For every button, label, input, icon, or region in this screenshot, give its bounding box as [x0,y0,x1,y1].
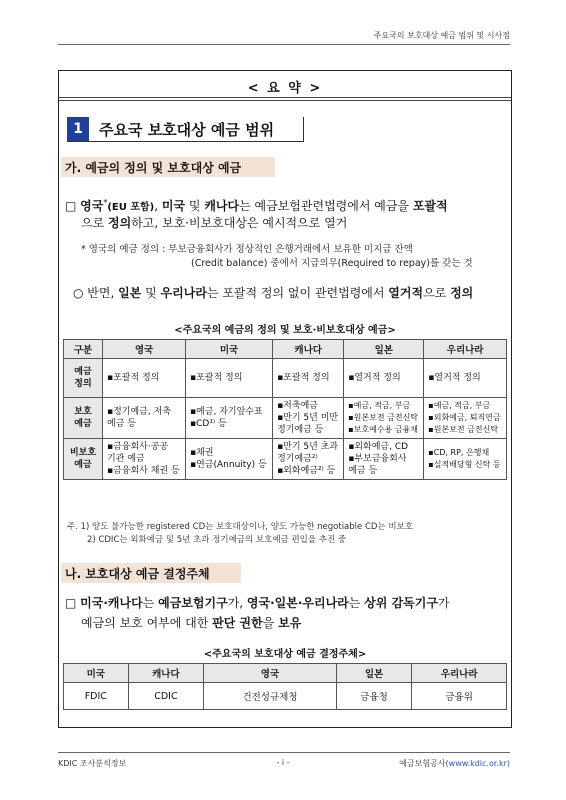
table-2 [63,663,507,710]
header-divider [58,44,510,45]
text-definition: 정의 [108,216,132,230]
paragraph-3-line-1 [65,593,450,613]
note-1-line-1: * 영국의 예금 정의 : 부보금융회사가 정상적인 은행거래에서 보유한 미지급 잔액 [81,244,413,255]
footnote-line-1: 주. 1) 양도 불가능한 registered CD는 보호대상이나, 양도 가능한 negotiable CD는 비보호 [67,522,413,532]
checkbox-mark: □ [65,596,77,610]
text-eu: (EU 포함) [107,202,155,213]
t-g: 으로 [423,286,451,300]
text-body: 는 예금보험관련법령에서 예금을 [239,199,413,213]
table-cell: ▪정기예금, 저축 예금 등 [103,398,186,439]
text-c: 하고, 보호·비보호대상은 예시적으로 열거 [131,216,348,230]
table-cell: ▪외화예금, CD ▪부보금융회사 예금 등 [344,439,424,480]
table-cell: ▪열거적 정의 [424,359,507,398]
checkbox-mark: □ [65,199,77,213]
t-f: 는 [348,596,365,610]
t-def: 정의 [450,286,474,300]
footer-org: 예금보험공사 [399,759,446,768]
table-row [64,439,507,480]
table-header-cell: 영국 [204,664,337,683]
uk-sup: * [103,198,108,207]
table-cell: 건전성규제청 [204,683,337,710]
table-1-header-row [64,340,507,359]
table-cell: ▪CD, RP, 은행채 ▪실적배당형 신탁 등 [424,439,507,480]
t-a: 반면, [83,286,119,300]
t-l2a: 예금의 보호 여부에 대한 [81,616,213,630]
table-cell: ▪만기 5년 초과 정기예금²⁾ ▪외화예금²⁾ 등 [273,439,344,480]
text-us: 미국 [161,199,186,213]
t-uk-japan-korea: 영국·일본·우리나라 [246,596,349,610]
t-us-canada: 미국·캐나다 [80,596,143,610]
summary-box [58,70,512,728]
text-canada: 캐나다 [204,199,240,213]
footer-left: KDIC 조사분석정보 [58,759,127,768]
summary-title: < 요 약 > [247,81,323,96]
t-japan: 일본 [118,286,142,300]
t-korea: 우리나라 [160,286,207,300]
section-1-number: 1 [67,117,89,141]
table-row [64,683,507,710]
table-row [64,398,507,439]
paragraph-3-line-2 [81,613,301,633]
comma: , [154,199,162,213]
table-header-cell: 일본 [336,664,412,683]
table-cell: ▪저축예금 ▪만기 5년 미만 정기예금 등 [273,398,344,439]
footnote-line-2: 2) CDIC는 외화예금 및 5년 초과 정기예금의 보호예금 편입을 추진 중 [87,535,347,545]
footer-page-number: - i - [276,758,290,767]
t-deposit-insurer: 예금보험기구 [158,596,228,610]
table-header-cell: 영국 [103,340,186,359]
t-b: 는 [142,596,159,610]
footer-right [399,758,510,769]
table-row [64,359,507,398]
table-cell: ▪예금, 자기앞수표 ▪CD¹⁾ 등 [186,398,273,439]
table-cell: ▪포괄적 정의 [186,359,273,398]
section-1-heading [67,117,304,142]
t-enumerative: 열거적 [388,286,424,300]
table-header-cell: 일본 [344,340,424,359]
footer-url-link[interactable]: (www.kdic.or.kr) [445,759,510,768]
table-2-caption: <주요국의 보호대상 예금 결정주체> [203,649,367,660]
table-cell: ▪열거적 정의 [344,359,424,398]
text-a: 으로 [81,216,108,230]
table-header-cell: 미국 [64,664,129,683]
table-cell: ▪예금, 적금, 부금 ▪원본보전 금전신탁 ▪보호예수용 금융채 [344,398,424,439]
table-cell: ▪채권 ▪연금(Annuity) 등 [186,439,273,480]
t-h: 가 [437,596,450,610]
table-header-cell: 우리나라 [424,340,507,359]
table-header-cell: 미국 [186,340,273,359]
text-comprehensive: 포괄적 [412,199,448,213]
table-cell: ▪예금, 적금, 부금 ▪외화예금, 퇴직연금 ▪원본보전 금전신탁 [424,398,507,439]
table-header-cell: 캐나다 [273,340,344,359]
t-d: 가, [227,596,247,610]
table-cell: CDIC [128,683,204,710]
circle-mark: ○ [73,286,84,300]
and: 및 [185,199,205,213]
paragraph-2 [73,283,473,303]
table-2-header-row [64,664,507,683]
table-1-caption: <주요국의 예금의 정의 및 보호·비보호대상 예금> [174,325,396,336]
summary-rule [59,97,511,101]
table-header-cell: 캐나다 [128,664,204,683]
row-label: 예금 정의 [64,359,103,398]
row-label: 보호 예금 [64,398,103,439]
t-hold: 보유 [278,616,302,630]
t-authority: 판단 권한 [212,616,263,630]
row-label: 비보호 예금 [64,439,103,480]
text-uk: 영국 [80,199,104,213]
table-cell: FDIC [64,683,129,710]
footer-divider [58,752,510,753]
note-1-line-2: (Credit balance) 중에서 지급의무(Required to repay)를 갖는 것 [191,258,473,269]
t-l2c: 을 [262,616,279,630]
table-cell: ▪포괄적 정의 [103,359,186,398]
table-cell: 금융청 [336,683,412,710]
t-e: 는 포괄적 정의 없이 관련법령에서 [206,286,389,300]
page-header: 주요국의 보호대상 예금 범위 및 시사점 [373,31,510,40]
table-header-cell: 구분 [64,340,103,359]
table-cell: ▪금융회사·공공 기관 예금 ▪금융회사 채권 등 [103,439,186,480]
table-cell: ▪포괄적 정의 [273,359,344,398]
paragraph-1-line-2 [81,213,347,233]
t-supervisor: 상위 감독기구 [364,596,438,610]
table-header-cell: 우리나라 [412,664,507,683]
table-cell: 금융위 [412,683,507,710]
subheading-a: 가. 예금의 정의 및 보호대상 예금 [61,157,275,177]
table-1 [63,339,507,480]
subheading-b: 나. 보호대상 예금 결정주체 [61,563,241,583]
t-c: 및 [141,286,161,300]
section-1-title: 주요국 보호대상 예금 범위 [99,120,275,139]
